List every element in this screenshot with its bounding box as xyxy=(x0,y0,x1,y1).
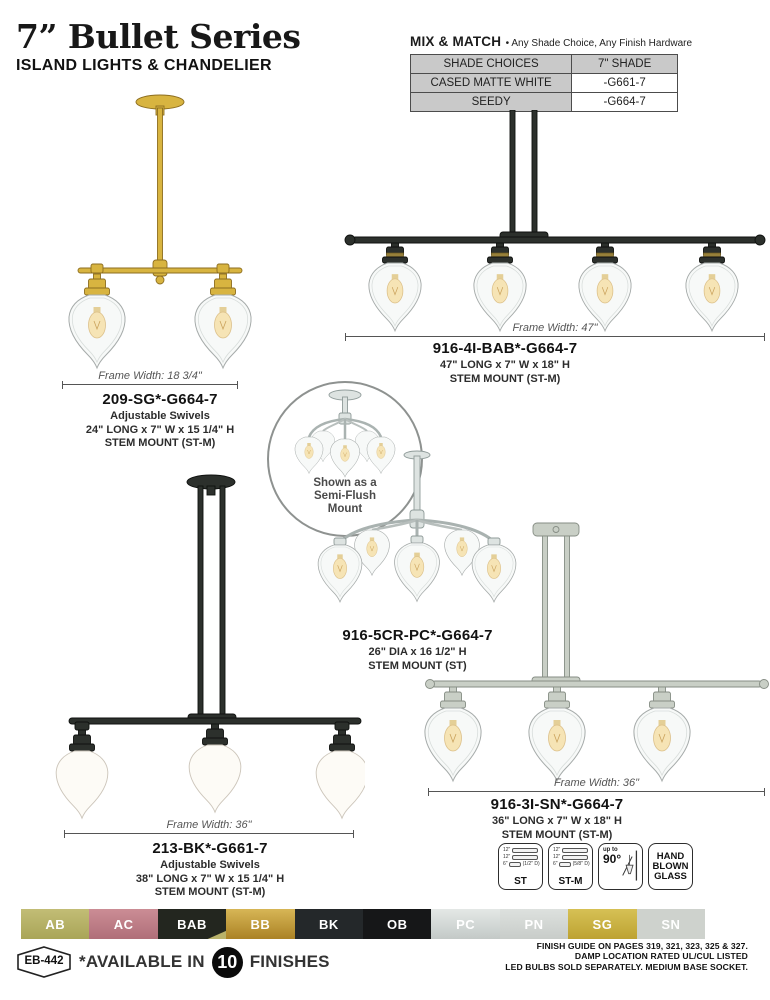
product-label-213-bk xyxy=(90,840,330,900)
product-note: Adjustable Swivels xyxy=(110,410,210,423)
table-row xyxy=(411,74,678,93)
product-label-209-sg xyxy=(50,391,270,451)
frame-width-916-4i: Frame Width: 47" xyxy=(345,322,765,337)
stem-rod-icon xyxy=(512,855,538,861)
dimension-line xyxy=(428,791,765,792)
sloped-ceiling-badge: up to 90° xyxy=(598,843,643,890)
product-mount: STEM MOUNT (ST-M) xyxy=(154,886,266,899)
frame-width-213: Frame Width: 36" xyxy=(64,819,354,834)
product-dims: 38" LONG x 7" W x 15 1/4" H xyxy=(135,872,285,885)
finish-swatch-ob: OB xyxy=(363,909,431,939)
product-dims: 24" LONG x 7" W x 15 1/4" H xyxy=(85,423,235,436)
product-label-916-5cr-pc xyxy=(305,627,530,673)
finish-swatch-ab: AB xyxy=(21,909,89,939)
finishes-text: FINISHES xyxy=(249,952,330,971)
product-label-916-4i-bab xyxy=(375,340,635,386)
product-label-916-3i-sn xyxy=(447,796,667,842)
product-sku: 213-BK*-G661-7 xyxy=(152,840,268,857)
hand-blown-glass-badge: HAND BLOWN GLASS xyxy=(648,843,693,890)
shade-name: CASED MATTE WHITE xyxy=(411,74,572,93)
product-mount: STEM MOUNT (ST-M) xyxy=(501,828,613,841)
finish-count-badge: 10 xyxy=(212,947,243,978)
stem-mount-st-badge: 12" 12" 6" (1/2" D) ST xyxy=(498,843,543,890)
finish-swatch-pn: PN xyxy=(500,909,568,939)
mix-match-note: • Any Shade Choice, Any Finish Hardware xyxy=(505,38,693,49)
finish-swatch-sg: SG xyxy=(568,909,636,939)
page-title: 7” Bullet Series xyxy=(16,17,301,56)
fine-print: FINISH GUIDE ON PAGES 319, 321, 323, 325 & 327. DAMP LOCATION RATED UL/CUL LISTED LED BULBS SOLD SEPARATELY. MEDIUM BASE SOCKET. xyxy=(505,941,748,972)
finish-swatch-strip xyxy=(21,909,705,939)
finish-swatch-ac: AC xyxy=(89,909,157,939)
shade-choices-table xyxy=(410,54,678,112)
stem-rod-icon xyxy=(559,862,571,868)
spec-badges xyxy=(498,843,693,890)
product-mount: STEM MOUNT (ST) xyxy=(368,659,467,672)
product-dims: 47" LONG x 7" W x 18" H xyxy=(440,359,570,372)
stem-rod-icon xyxy=(509,862,521,868)
product-dims: 26" DIA x 16 1/2" H xyxy=(368,646,467,659)
shade-code: -G664-7 xyxy=(572,93,678,112)
page-subtitle: ISLAND LIGHTS & CHANDELIER xyxy=(16,57,272,74)
col-shade-choices: SHADE CHOICES xyxy=(411,55,572,74)
fixture-209-sg-illustration xyxy=(60,92,320,382)
product-mount: STEM MOUNT (ST-M) xyxy=(449,372,561,385)
semi-flush-note: Shown as a Semi-Flush Mount xyxy=(313,477,377,515)
finish-swatch-pc: PC xyxy=(431,909,499,939)
product-dims: 36" LONG x 7" W x 18" H xyxy=(492,815,622,828)
finish-swatch-bk: BK xyxy=(295,909,363,939)
available-in-text: *AVAILABLE IN xyxy=(79,952,205,971)
frame-width-916-3i: Frame Width: 36" xyxy=(428,777,765,792)
stem-rod-icon xyxy=(562,848,588,854)
stem-rod-icon xyxy=(512,848,538,854)
product-sku: 916-4I-BAB*-G664-7 xyxy=(432,340,578,357)
frame-width-209: Frame Width: 18 3/4" xyxy=(62,370,238,385)
page-header xyxy=(16,17,301,75)
product-sku: 916-3I-SN*-G664-7 xyxy=(490,796,624,813)
finish-swatch-sn: SN xyxy=(637,909,705,939)
fixture-916-4i-bab-illustration xyxy=(340,110,770,343)
shade-name: SEEDY xyxy=(411,93,572,112)
table-row xyxy=(411,93,678,112)
mix-match-title: MIX & MATCH xyxy=(410,34,502,49)
product-note: Adjustable Swivels xyxy=(160,859,260,872)
product-mount: STEM MOUNT (ST-M) xyxy=(104,437,216,450)
dimension-line xyxy=(62,384,238,385)
stem-rod-icon xyxy=(562,855,588,861)
product-sku: 916-5CR-PC*-G664-7 xyxy=(342,627,493,644)
sloped-ceiling-icon xyxy=(621,847,640,885)
item-code-badge: EB-442 xyxy=(16,946,72,978)
stem-mount-stm-badge: 12" 12" 6" (5/8" D) ST-M xyxy=(548,843,593,890)
finish-swatch-bab: BAB xyxy=(158,909,226,939)
availability-row xyxy=(16,946,330,978)
finish-swatch-bb: BB xyxy=(226,909,294,939)
shade-code: -G661-7 xyxy=(572,74,678,93)
dimension-line xyxy=(64,833,354,834)
mix-match-heading xyxy=(410,33,692,51)
product-sku: 209-SG*-G664-7 xyxy=(102,391,218,408)
dimension-line xyxy=(345,336,765,337)
mix-match-panel xyxy=(410,33,692,112)
col-7in-shade: 7" SHADE xyxy=(572,55,678,74)
